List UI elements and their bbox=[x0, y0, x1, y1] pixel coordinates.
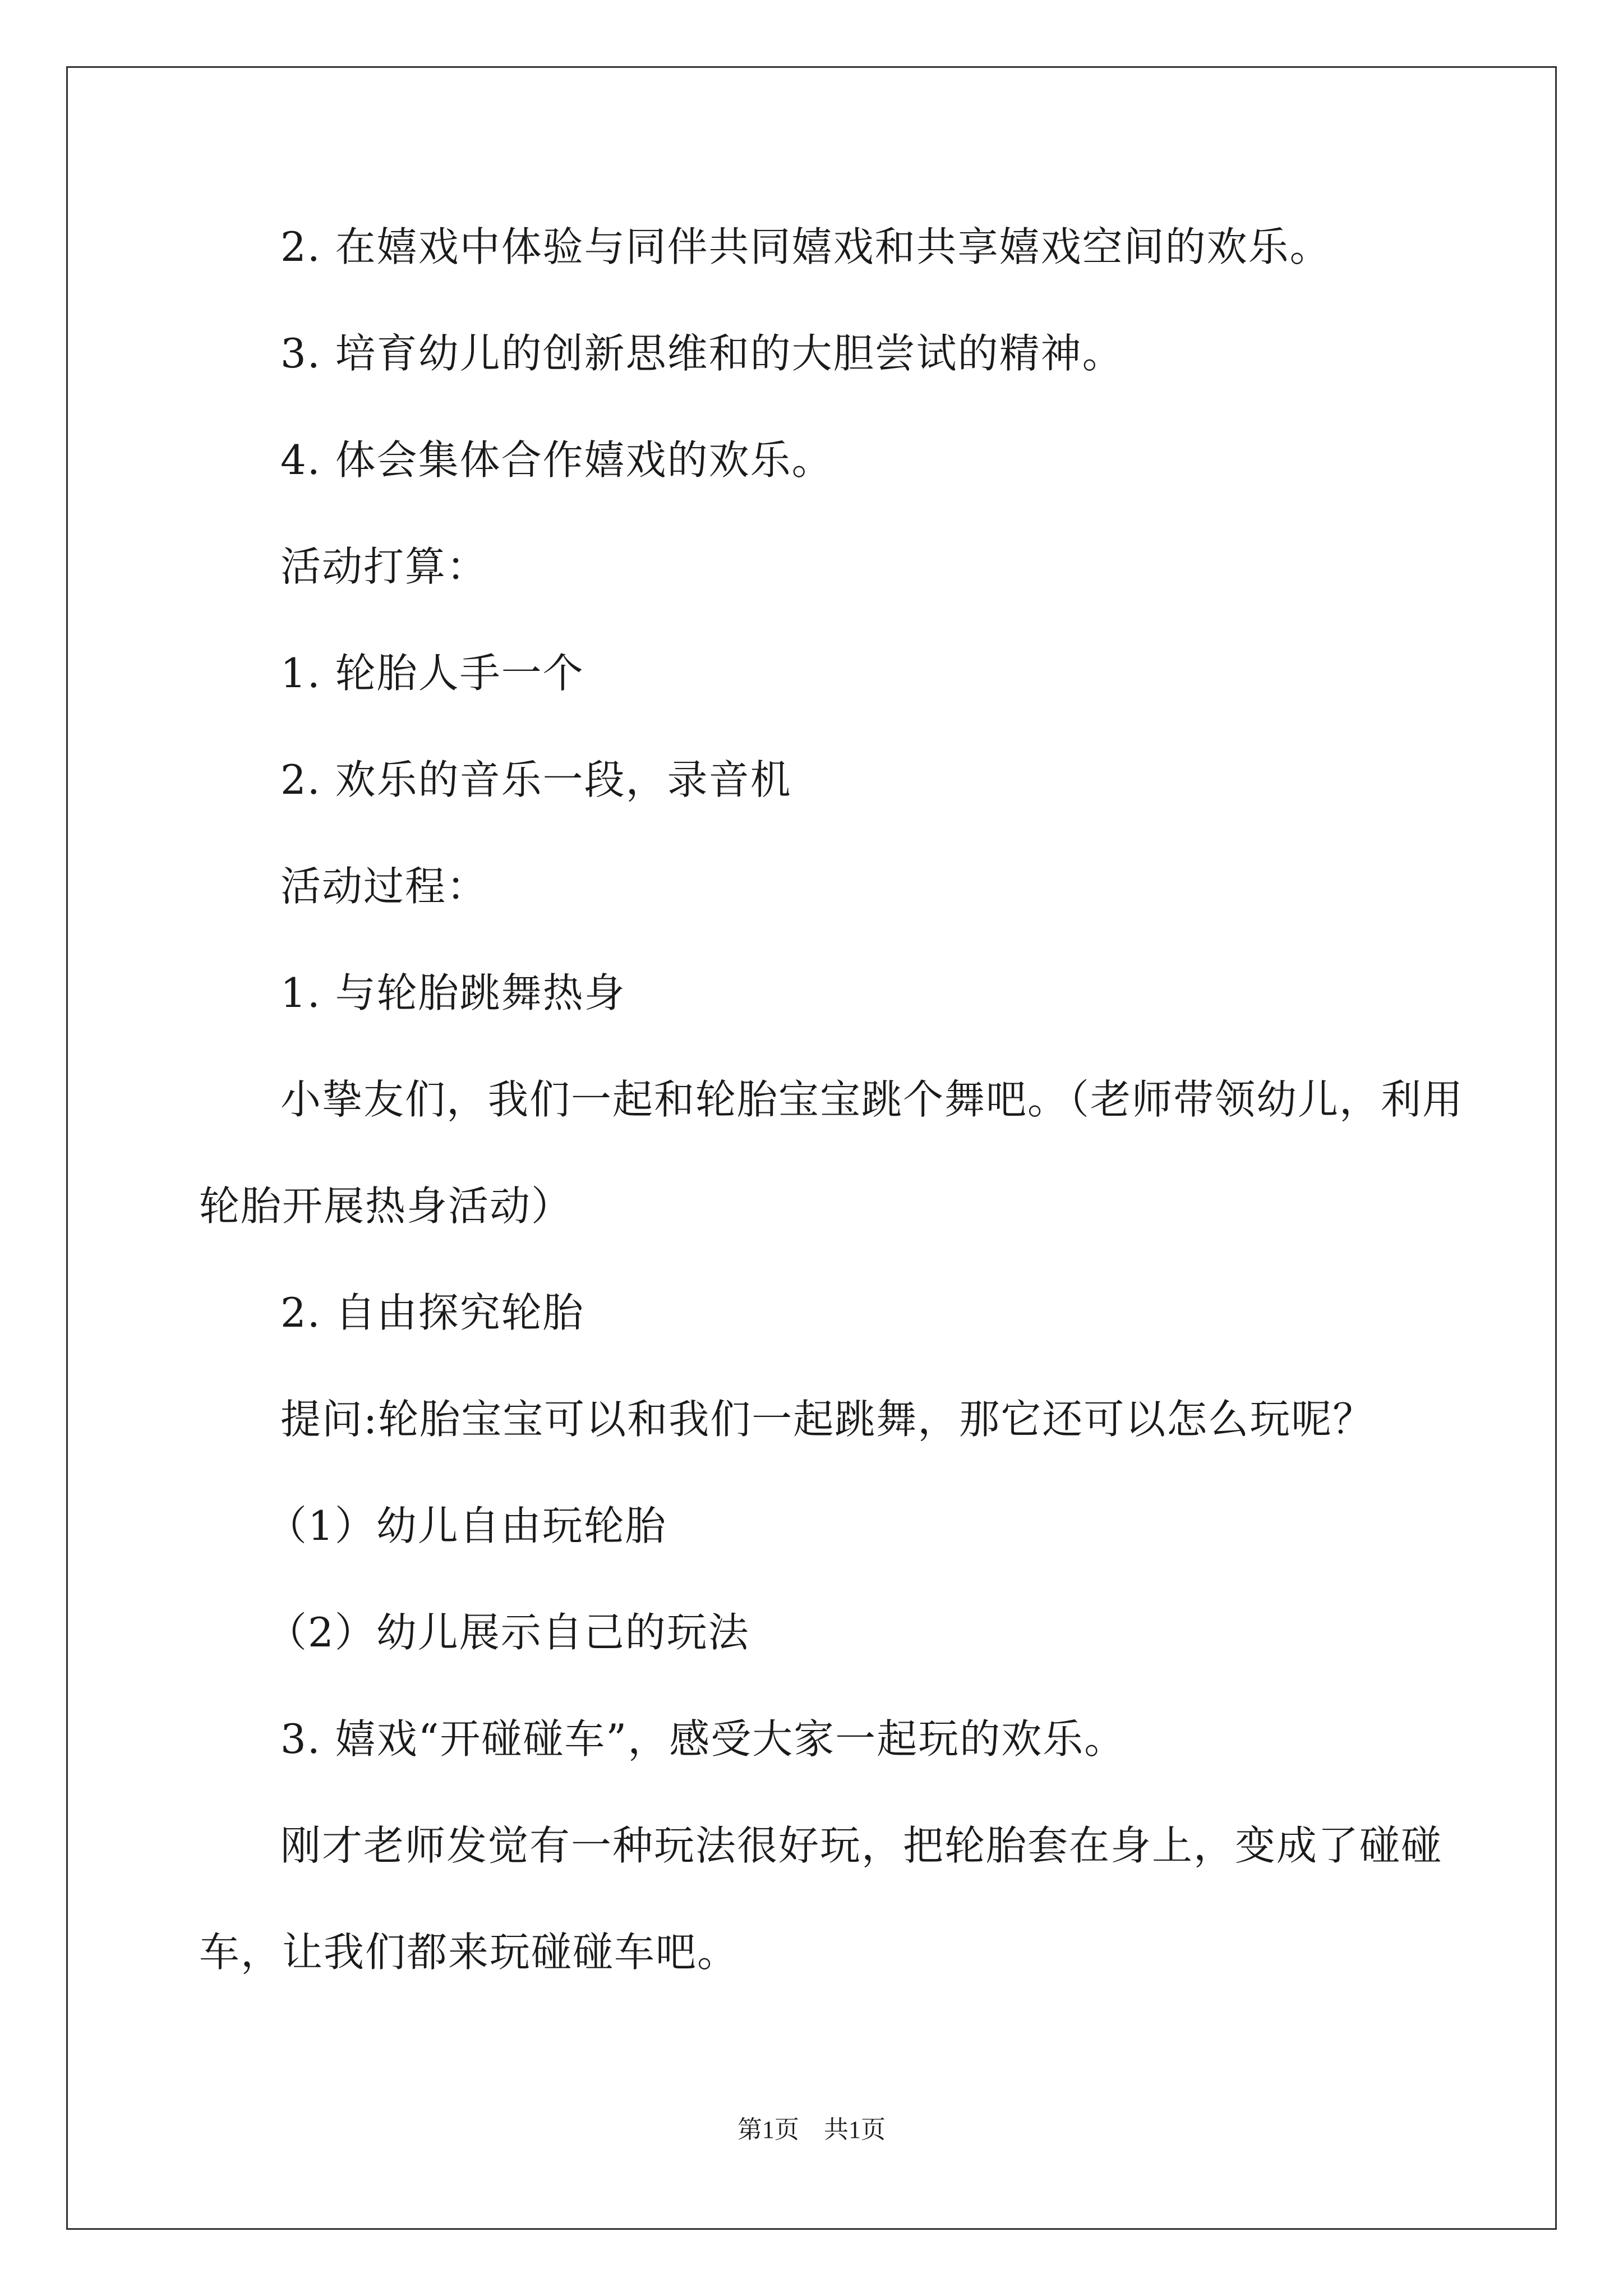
paragraph-line: 提问:轮胎宝宝可以和我们一起跳舞，那它还可以怎么玩呢？ bbox=[280, 1396, 1375, 1443]
paragraph-line: （2）幼儿展示自己的玩法 bbox=[266, 1609, 750, 1656]
paragraph-line: 小挚友们，我们一起和轮胎宝宝跳个舞吧。（老师带领幼儿，利用 bbox=[280, 1076, 1464, 1123]
page-number-footer: 第1页 共1页 bbox=[737, 2116, 886, 2143]
paragraph-line: 车，让我们都来玩碰碰车吧。 bbox=[199, 1929, 739, 1976]
paragraph-line: 刚才老师发觉有一种玩法很好玩，把轮胎套在身上，变成了碰碰 bbox=[280, 1822, 1443, 1869]
paragraph-line: 3. 培育幼儿的创新思维和的大胆尝试的精神。 bbox=[280, 330, 1124, 377]
paragraph-line: 轮胎开展热身活动） bbox=[199, 1182, 573, 1230]
section-heading: 活动打算： bbox=[280, 543, 488, 590]
paragraph-line: 4. 体会集体合作嬉戏的欢乐。 bbox=[280, 436, 833, 484]
paragraph-line: 3. 嬉戏“开碰碰车”，感受大家一起玩的欢乐。 bbox=[280, 1715, 1126, 1763]
paragraph-line: 1. 与轮胎跳舞热身 bbox=[280, 969, 626, 1016]
section-heading: 活动过程： bbox=[280, 863, 488, 910]
paragraph-line: 2. 在嬉戏中体验与同伴共同嬉戏和共享嬉戏空间的欢乐。 bbox=[280, 223, 1331, 270]
page-border bbox=[66, 66, 1557, 2230]
paragraph-line: 2. 欢乐的音乐一段，录音机 bbox=[280, 756, 792, 803]
paragraph-line: （1）幼儿自由玩轮胎 bbox=[266, 1502, 667, 1549]
paragraph-line: 1. 轮胎人手一个 bbox=[280, 650, 584, 697]
paragraph-line: 2. 自由探究轮胎 bbox=[280, 1289, 584, 1336]
